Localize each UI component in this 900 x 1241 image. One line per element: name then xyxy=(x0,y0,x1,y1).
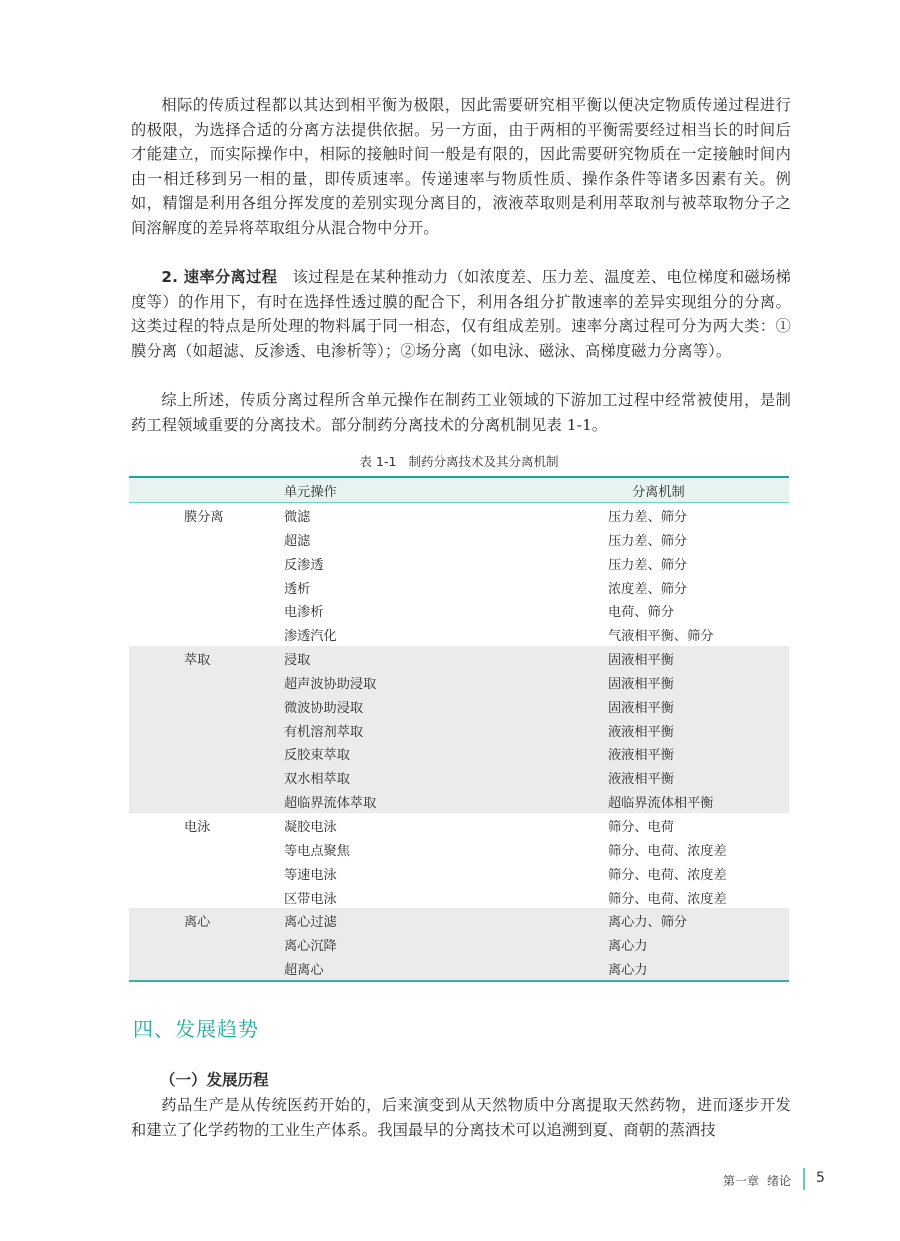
operation-cell: 等速电泳 xyxy=(284,867,337,883)
paragraph-text: 该过程是在某种推动力（如浓度差、压力差、温度差、电位梯度和磁场梯度等）的作用下，有时在选择性透过膜的配合下，利用各组分扩散速率的差异实现组分的分离。这类过程的特点是所处理的物料属于同一相态，仅有组成差别。速率分离过程可分为两大类：①膜分离（如超滤、反渗透、电渗析等）；②场分离（如电泳、磁泳、高梯度磁力分离等）。 xyxy=(131,268,791,360)
table-row xyxy=(129,789,789,813)
table-row xyxy=(129,527,789,551)
table-row xyxy=(129,765,789,789)
table-row xyxy=(129,670,789,694)
table-row xyxy=(129,694,789,718)
table-row xyxy=(129,622,789,646)
column-header-mechanism: 分离机制 xyxy=(632,485,685,500)
operation-cell: 有机溶剂萃取 xyxy=(284,724,364,740)
mechanism-cell: 固液相平衡 xyxy=(608,700,674,716)
mechanism-cell: 气液相平衡、筛分 xyxy=(608,629,714,645)
category-cell: 电泳 xyxy=(184,819,211,835)
paragraph-rate-separation xyxy=(131,265,791,363)
operation-cell: 电渗析 xyxy=(284,605,324,621)
paragraph-summary xyxy=(131,388,791,437)
column-header-operation: 单元操作 xyxy=(284,485,337,500)
category-cell: 离心 xyxy=(184,915,211,931)
table-row xyxy=(129,741,789,765)
paragraph-text: 相际的传质过程都以其达到相平衡为极限，因此需要研究相平衡以便决定物质传递过程进行的极限，为选择合适的分离方法提供依据。另一方面，由于两相的平衡需要经过相当长的时间后才能建立，而实际操作中，相际的接触时间一般是有限的，因此需要研究物质在一定接触时间内由一相迁移到另一相的量，即传质速率。传递速率与物质性质、操作条件等诸多因素有关。例如，精馏是利用各组分挥发度的差别实现分离目的，液液萃取则是利用萃取剂与被萃取物分子之间溶解度的差异将萃取组分从混合物中分开。 xyxy=(131,96,791,237)
subsection-heading: （一）发展历程 xyxy=(160,1070,269,1089)
table-row xyxy=(129,837,789,861)
mechanism-cell: 离心力 xyxy=(608,939,648,955)
operation-cell: 浸取 xyxy=(284,653,311,669)
operation-cell: 微波协助浸取 xyxy=(284,700,364,716)
operation-cell: 渗透汽化 xyxy=(284,629,337,645)
table-row xyxy=(129,575,789,599)
footer-divider xyxy=(803,1168,805,1190)
mechanism-cell: 压力差、筛分 xyxy=(608,533,688,549)
table-row xyxy=(129,646,789,670)
operation-cell: 等电点聚焦 xyxy=(284,843,350,859)
operation-cell: 超滤 xyxy=(284,533,311,549)
operation-cell: 超声波协助浸取 xyxy=(284,676,377,692)
table-row xyxy=(129,718,789,742)
page-number: 5 xyxy=(816,1170,825,1186)
operation-cell: 反渗透 xyxy=(284,557,324,573)
operation-cell: 微滤 xyxy=(284,510,311,525)
operation-cell: 离心沉降 xyxy=(284,939,337,955)
operation-cell: 超离心 xyxy=(284,963,324,979)
mechanism-cell: 筛分、电荷、浓度差 xyxy=(608,891,727,907)
mechanism-cell: 液液相平衡 xyxy=(608,724,674,740)
section-heading: 四、发展趋势 xyxy=(133,1017,259,1041)
table-body xyxy=(129,503,789,980)
operation-cell: 超临界流体萃取 xyxy=(284,796,377,812)
mechanism-cell: 液液相平衡 xyxy=(608,772,674,788)
table-caption-title: 制药分离技术及其分离机制 xyxy=(408,454,559,469)
mechanism-cell: 超临界流体相平衡 xyxy=(608,796,714,812)
category-cell: 萃取 xyxy=(184,653,211,669)
operation-cell: 凝胶电泳 xyxy=(284,819,337,835)
table-row xyxy=(129,551,789,575)
mechanism-cell: 固液相平衡 xyxy=(608,676,674,692)
mechanism-cell: 液液相平衡 xyxy=(608,748,674,764)
mechanism-cell: 固液相平衡 xyxy=(608,653,674,669)
table-row xyxy=(129,956,789,980)
table-group xyxy=(129,646,789,813)
operation-cell: 离心过滤 xyxy=(284,915,337,931)
separation-mechanism-table xyxy=(129,476,789,982)
page-footer xyxy=(700,1168,840,1190)
paragraph-phase-equilibrium xyxy=(131,93,791,241)
operation-cell: 区带电泳 xyxy=(284,891,337,907)
mechanism-cell: 离心力、筛分 xyxy=(608,915,688,931)
mechanism-cell: 筛分、电荷、浓度差 xyxy=(608,867,727,883)
mechanism-cell: 浓度差、筛分 xyxy=(608,581,688,597)
mechanism-cell: 筛分、电荷 xyxy=(608,819,674,835)
table-header-row xyxy=(129,478,789,503)
mechanism-cell: 筛分、电荷、浓度差 xyxy=(608,843,727,859)
table-group xyxy=(129,908,789,980)
table-row xyxy=(129,503,789,527)
category-cell: 膜分离 xyxy=(184,510,224,525)
mechanism-cell: 电荷、筛分 xyxy=(608,605,674,621)
table-row xyxy=(129,598,789,622)
paragraph-lead-heading: 2. 速率分离过程 xyxy=(161,268,278,286)
table-caption xyxy=(129,452,789,470)
mechanism-cell: 压力差、筛分 xyxy=(608,557,688,573)
paragraph-history xyxy=(131,1093,791,1142)
operation-cell: 双水相萃取 xyxy=(284,772,350,788)
operation-cell: 反胶束萃取 xyxy=(284,748,350,764)
table-row xyxy=(129,908,789,932)
table-row xyxy=(129,861,789,885)
table-group xyxy=(129,503,789,646)
footer-chapter: 第一章 xyxy=(723,1174,760,1188)
table-row xyxy=(129,885,789,909)
mechanism-cell: 离心力 xyxy=(608,963,648,979)
table-row xyxy=(129,813,789,837)
footer-chapter-title: 绪论 xyxy=(767,1174,792,1188)
paragraph-text: 药品生产是从传统医药开始的，后来演变到从天然物质中分离提取天然药物，进而逐步开发和建立了化学药物的工业生产体系。我国最早的分离技术可以追溯到夏、商朝的蒸酒技 xyxy=(131,1096,791,1139)
table-row xyxy=(129,932,789,956)
operation-cell: 透析 xyxy=(284,581,311,597)
paragraph-text: 综上所述，传质分离过程所含单元操作在制药工业领域的下游加工过程中经常被使用，是制药工程领域重要的分离技术。部分制药分离技术的分离机制见表 1-1。 xyxy=(131,391,791,434)
table-caption-number: 表 1-1 xyxy=(359,454,397,469)
mechanism-cell: 压力差、筛分 xyxy=(608,510,688,525)
table-group xyxy=(129,813,789,908)
